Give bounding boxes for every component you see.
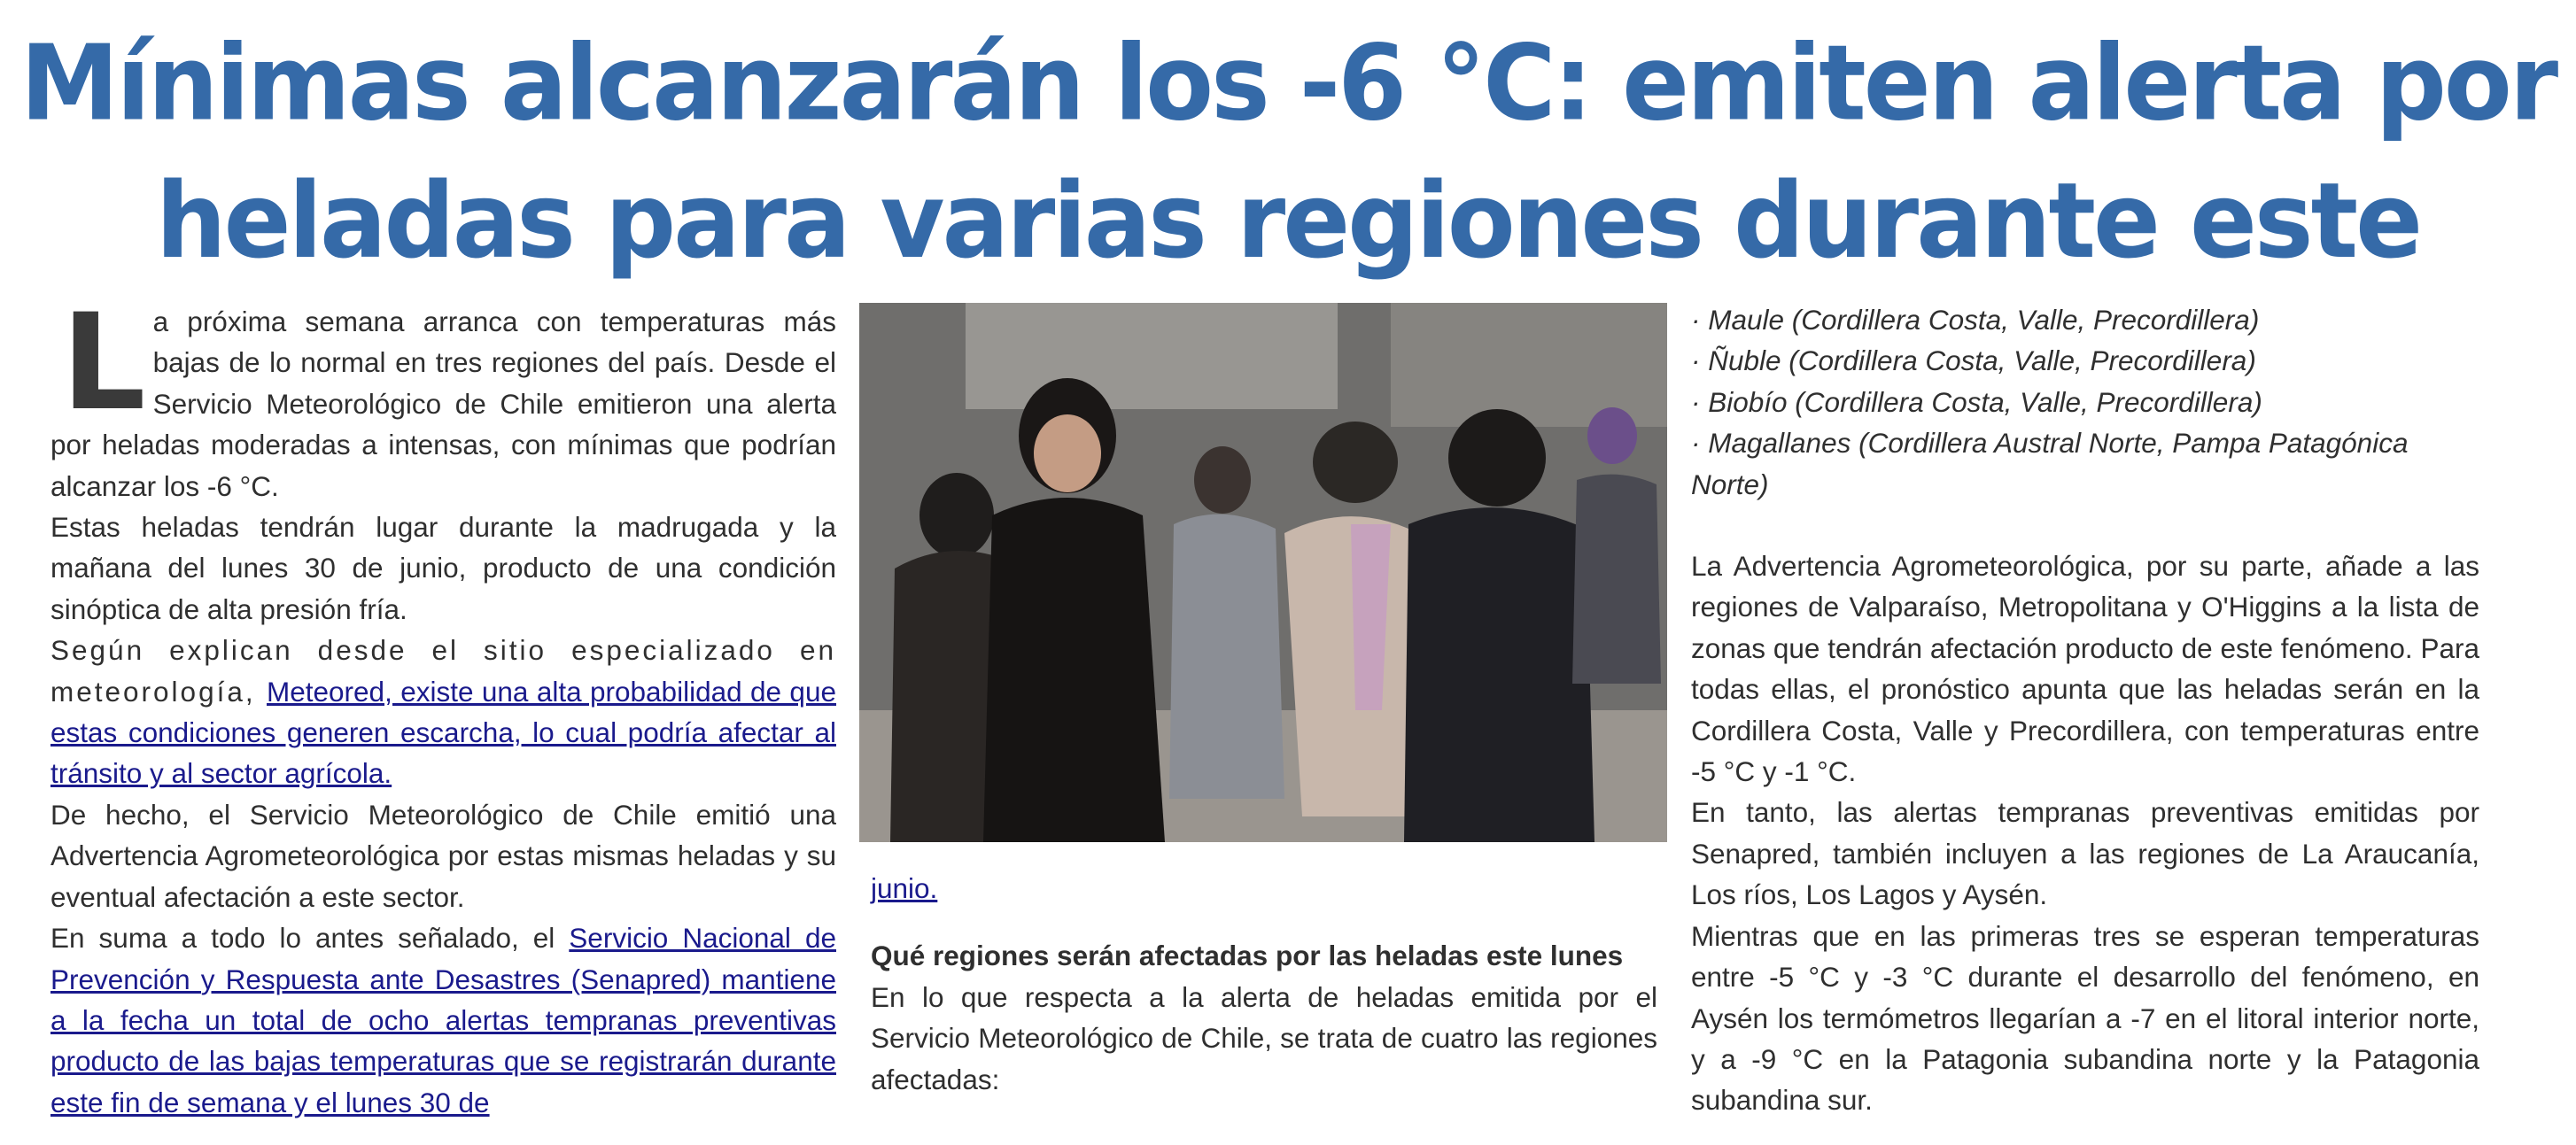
list-item: · Magallanes (Cordillera Austral Norte, Pampa Patagónica Norte) bbox=[1691, 427, 2409, 500]
section-subheading: Qué regiones serán afectadas por las heladas este lunes bbox=[871, 940, 1624, 972]
list-item: · Ñuble (Cordillera Costa, Valle, Precordillera) bbox=[1691, 344, 2256, 377]
list-item: · Maule (Cordillera Costa, Valle, Precordillera) bbox=[1691, 304, 2260, 336]
lead-paragraph: La próxima semana arranca con temperaturas más bajas de lo normal en tres regiones del país. Desde el Servicio Meteorológico de Chile emitieron una alerta por heladas moderadas a intensas, con mínimas que podrían alcanzar los -6 °C. bbox=[50, 286, 836, 502]
column-middle bbox=[871, 868, 1657, 1100]
senapred-link[interactable]: Servicio Nacional de Prevención y Respuesta ante Desastres (Senapred) mantiene a la fecha un total de ocho alertas tempranas preventivas producto de las bajas temperaturas que se registrarán durante este fin de semana y el lunes 30 de bbox=[50, 922, 836, 1118]
headline-line-1: Mínimas alcanzarán los -6 °C: emiten alerta por bbox=[19, 23, 2557, 144]
headline-line-2: heladas para varias regiones durante este bbox=[155, 160, 2421, 282]
paragraph: Según explican desde el sitio especializado en meteorología, Meteored, existe una alta probabilidad de que estas condiciones generen escarcha, lo cual podría afectar al tránsito y al sector agrícola. bbox=[50, 634, 836, 790]
news-photo bbox=[859, 303, 1667, 842]
regions-list bbox=[1691, 299, 2479, 505]
paragraph: De hecho, el Servicio Meteorológico de Chile emitió una Advertencia Agrometeorológica por estas mismas heladas y su eventual afectación a este sector. bbox=[50, 798, 836, 913]
people-walking-cold-photo bbox=[859, 303, 1667, 842]
senapred-link-continued[interactable]: junio. bbox=[871, 872, 938, 904]
paragraph: En lo que respecta a la alerta de heladas emitida por el Servicio Meteorológico de Chile, se trata de cuatro las regiones afectadas: bbox=[871, 980, 1657, 1095]
paragraph: En suma a todo lo antes señalado, el Servicio Nacional de Prevención y Respuesta ante Desastres (Senapred) mantiene a la fecha un total de ocho alertas tempranas preventivas producto de las bajas temperaturas que se registrarán durante este fin de semana y el lunes 30 de bbox=[50, 922, 836, 1118]
paragraph: La Advertencia Agrometeorológica, por su parte, añade a las regiones de Valparaíso, Metropolitana y O'Higgins a la lista de zonas que tendrán afectación producto de este fenómeno. Para todas ellas, el pronóstico apunta que las heladas serán en la Cordillera Costa, Valle y Precordillera, con temperaturas entre -5 °C y -1 °C. bbox=[1691, 550, 2479, 788]
paragraph: En tanto, las alertas tempranas preventivas emitidas por Senapred, también incluyen a las regiones de La Araucanía, Los ríos, Los Lagos y Aysén. bbox=[1691, 796, 2479, 911]
column-left bbox=[50, 286, 836, 1123]
column-right bbox=[1691, 299, 2479, 1121]
paragraph: Mientras que en las primeras tres se esperan temperaturas entre -5 °C y -3 °C durante el desarrollo del fenómeno, en Aysén los termómetros llegarían a -7 en el litoral interior norte, y a -9 °C en la Patagonia subandina norte y la Patagonia subandina sur. bbox=[1691, 919, 2479, 1117]
drop-cap: L bbox=[61, 286, 146, 440]
meteored-link[interactable]: Meteored, existe una alta probabilidad de que estas condiciones generen escarcha, lo cual podría afectar al tránsito y al sector agrícola. bbox=[50, 675, 836, 790]
paragraph: Estas heladas tendrán lugar durante la madrugada y la mañana del lunes 30 de junio, producto de una condición sinóptica de alta presión fría. bbox=[50, 511, 836, 625]
list-item: · Biobío (Cordillera Costa, Valle, Precordillera) bbox=[1691, 385, 2262, 418]
